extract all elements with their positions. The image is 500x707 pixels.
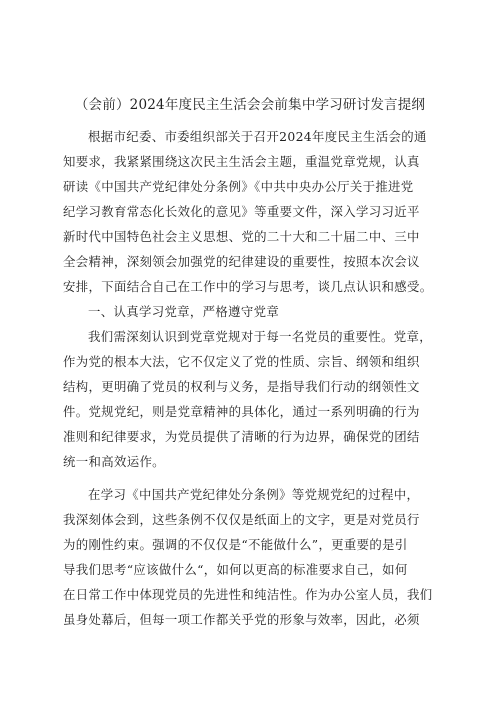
body-line: 我深刻体会到，这些条例不仅仅是纸面上的文字，更是对党员行 [63, 512, 420, 527]
body-line: 在日常工作中体现党员的先进性和纯洁性。作为办公室人员，我们 [63, 587, 433, 602]
body-line: 纪学习教育常态化长效化的意见》等重要文件，深入学习习近平 [63, 204, 420, 219]
section-heading: 一、认真学习党章，严格遵守党章 [88, 304, 280, 319]
body-line: 研读《中国共产党纪律处分条例》《中共中央办公厅关于推进党 [63, 179, 414, 194]
body-line: 根据市纪委、市委组织部关于召开2024年度民主生活会的通 [88, 129, 427, 144]
body-line: 统一和高效运作。 [63, 454, 165, 469]
body-line: 我们需深刻认识到党章党规对于每一名党员的重要性。党章， [88, 329, 432, 344]
document-title: （会前）2024年度民主生活会会前集中学习研讨发言提纲 [74, 97, 426, 113]
body-line: 虽身处幕后，但每一项工作都关乎党的形象与效率，因此，必须 [63, 612, 420, 627]
body-line: 在学习《中国共产党纪律处分条例》等党规党纪的过程中， [88, 487, 420, 502]
body-line: 为的刚性约束。强调的不仅仅是“不能做什么”，更重要的是引 [63, 537, 408, 552]
body-line: 结构，更明确了党员的权利与义务，是指导我们行动的纲领性文 [63, 379, 420, 394]
body-line: 件。党规党纪，则是党章精神的具体化，通过一系列明确的行为 [63, 404, 420, 419]
body-line: 导我们思考“应该做什么“，如何以更高的标准要求自己，如何 [63, 562, 408, 577]
body-line: 准则和纪律要求，为党员提供了清晰的行为边界，确保党的团结 [63, 429, 420, 444]
body-line: 作为党的根本大法，它不仅定义了党的性质、宗旨、纲领和组织 [63, 354, 420, 369]
body-line: 全会精神，深刻领会加强党的纪律建设的重要性，按照本次会议 [63, 254, 420, 269]
body-line: 知要求，我紧紧围绕这次民主生活会主题，重温党章党规，认真 [63, 154, 420, 169]
body-line: 安排，下面结合自己在工作中的学习与思考，谈几点认识和感受。 [63, 279, 433, 294]
body-line: 新时代中国特色社会主义思想、党的二十大和二十届二中、三中 [63, 229, 420, 244]
